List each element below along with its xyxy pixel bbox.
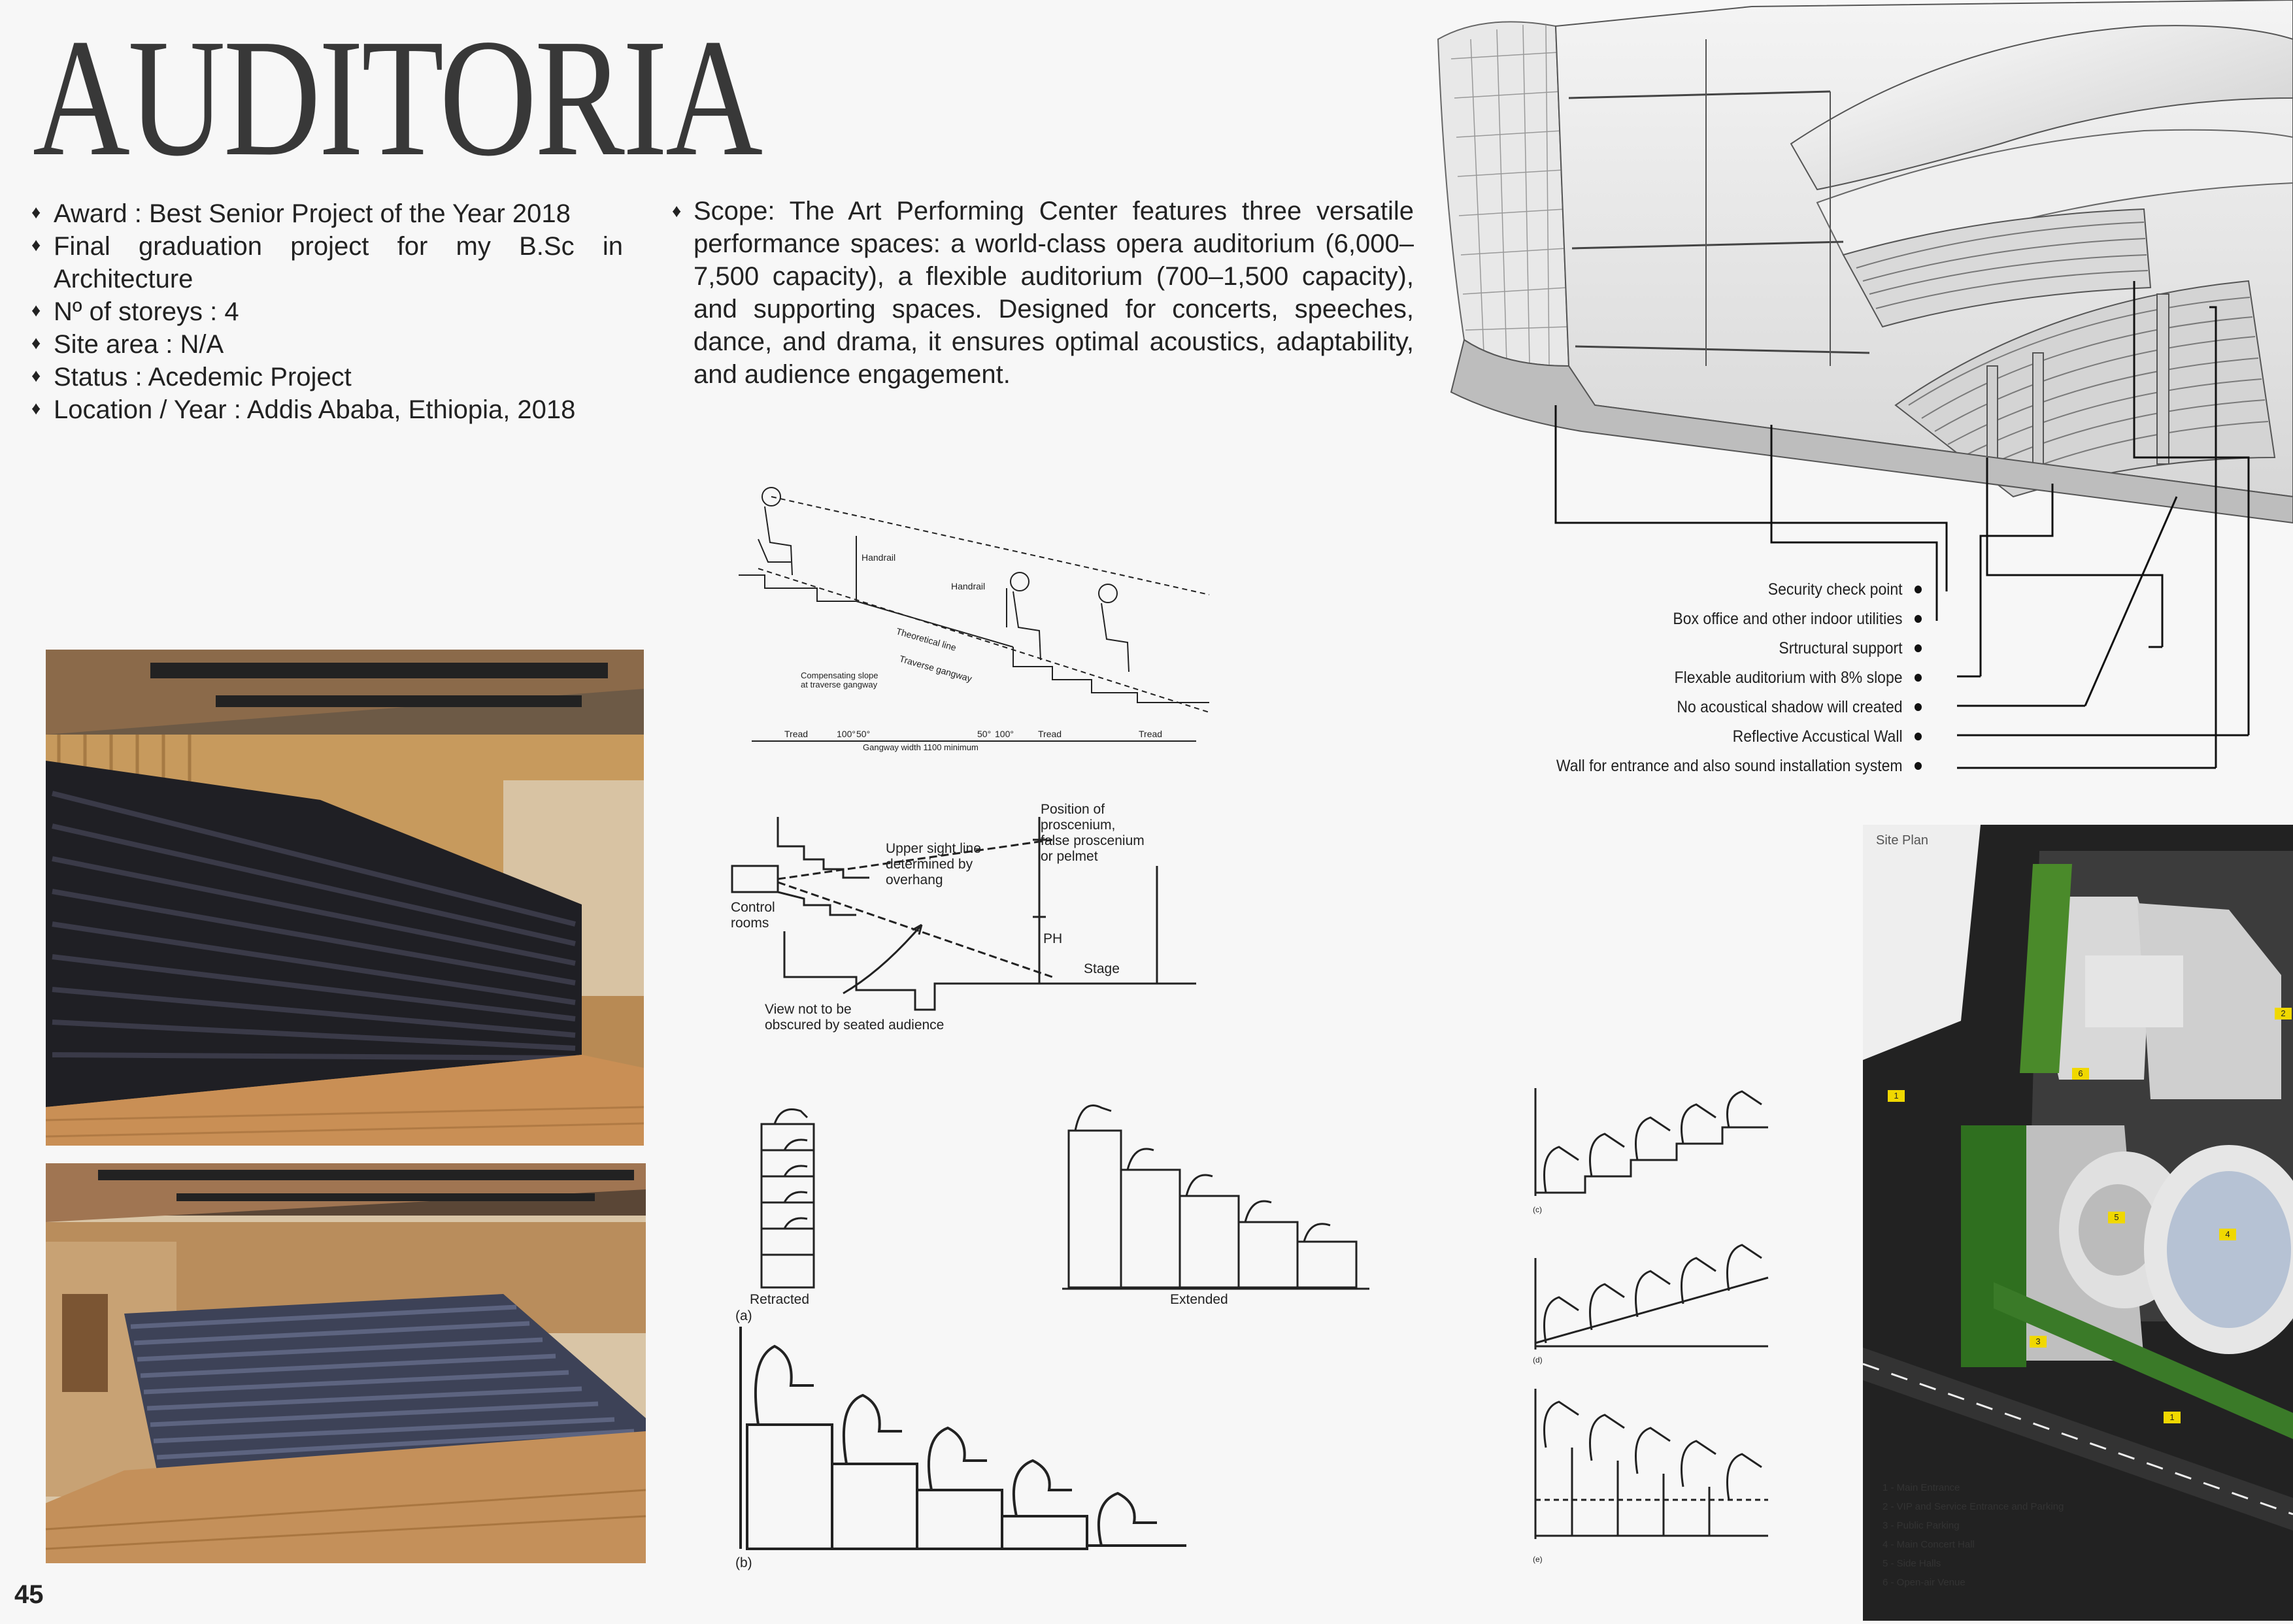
site-key-item: 5 - Side Halls	[1883, 1558, 1941, 1569]
scope-paragraph	[672, 195, 1414, 391]
overhang-label-ph: PH	[1043, 931, 1063, 946]
project-info-list	[31, 197, 623, 426]
diamond-bullet-icon: ♦	[31, 300, 41, 320]
legend-item: Reflective Accustical Wall	[1537, 722, 1922, 752]
telescopic-label-a: (a)	[735, 1308, 752, 1323]
overhang-label-view: obscured by seated audience	[765, 1018, 945, 1033]
site-marker: 3	[2030, 1336, 2047, 1348]
legend-item: No acoustical shadow will created	[1537, 693, 1922, 722]
sightline-label-compensating-slope: Compensating slope	[801, 671, 879, 680]
site-plan-title: Site Plan	[1876, 833, 1929, 848]
sightline-label-traverse-gangway: Traverse gangway	[898, 653, 973, 684]
extended-seating-photo	[46, 1163, 646, 1563]
sightline-label-dimension: 100°	[995, 729, 1014, 739]
diamond-bullet-icon: ♦	[31, 333, 41, 353]
sightline-label-compensating-slope: at traverse gangway	[801, 680, 878, 689]
overhang-label-upper-sight-line: overhang	[886, 872, 943, 887]
telescopic-seating-diagram-a	[735, 1085, 1389, 1323]
overhang-sightline-diagram	[726, 801, 1196, 1036]
sightline-label-handrail: Handrail	[862, 552, 896, 563]
site-key-item: 3 - Public Parking	[1883, 1520, 1960, 1531]
telescopic-seating-diagrams-cde	[1533, 1082, 1781, 1572]
site-marker: 1	[2164, 1412, 2181, 1423]
overhang-label-upper-sight-line: Upper sight line	[886, 841, 981, 856]
site-key-item: 4 - Main Concert Hall	[1883, 1539, 1975, 1550]
sightline-label-gangway-width: Gangway width 1100 minimum	[863, 742, 979, 752]
site-marker: 4	[2219, 1229, 2236, 1240]
legend-item: Box office and other indoor utilities	[1537, 605, 1922, 634]
sightline-label-handrail: Handrail	[951, 581, 986, 591]
site-marker: 5	[2108, 1212, 2125, 1223]
diamond-bullet-icon: ♦	[31, 235, 41, 255]
telescopic-label-extended: Extended	[1170, 1292, 1228, 1307]
telescopic-label-b: (b)	[735, 1555, 752, 1570]
legend-item: Wall for entrance and also sound installation system	[1537, 752, 1922, 781]
diamond-bullet-icon: ♦	[31, 365, 41, 386]
telescopic-label-retracted: Retracted	[750, 1292, 810, 1307]
sightline-label-tread: Tread	[784, 729, 809, 739]
info-status: ♦ Status : Acedemic Project	[31, 361, 623, 393]
overhang-label-proscenium: or pelmet	[1041, 849, 1098, 864]
site-key-item: 2 - VIP and Service Entrance and Parking	[1883, 1501, 2064, 1512]
overhang-label-proscenium: false proscenium	[1041, 833, 1145, 848]
overhang-label-view: View not to be	[765, 1002, 852, 1017]
info-graduation: ♦ Final graduation project for my B.Sc in Architecture	[31, 230, 623, 295]
diamond-bullet-icon: ♦	[672, 201, 682, 221]
legend-item: Security check point	[1537, 575, 1922, 605]
site-marker: 1	[1888, 1090, 1905, 1102]
info-location-year: ♦ Location / Year : Addis Ababa, Ethiopia, 2018	[31, 393, 623, 426]
site-key-item: 6 - Open-air Venue	[1883, 1577, 1966, 1588]
telescopic-label-e: (e)	[1533, 1555, 1543, 1564]
diamond-bullet-icon: ♦	[31, 202, 41, 222]
overhang-label-control-rooms: rooms	[731, 916, 769, 931]
section-legend	[1503, 575, 1922, 781]
overhang-label-proscenium: Position of	[1041, 802, 1105, 817]
overhang-label-proscenium: proscenium,	[1041, 818, 1116, 833]
site-key-item: 1 - Main Entrance	[1883, 1482, 1960, 1493]
site-plan-key-list	[1883, 1478, 2157, 1592]
sightline-label-theoretical-line: Theoretical line	[895, 625, 958, 654]
diamond-bullet-icon: ♦	[31, 398, 41, 418]
info-award: ♦ Award : Best Senior Project of the Year 2018	[31, 197, 623, 230]
legend-item: Flexable auditorium with 8% slope	[1537, 663, 1922, 693]
site-marker: 6	[2072, 1068, 2089, 1080]
scope-text: Scope: The Art Performing Center features three versatile performance spaces: a world-class opera auditorium (6,000–7,500 capacity), a flexible auditorium (700–1,500 capacity), and supporting spaces. Designed for concerts, speeches, dance, and drama, it ensures optimal acoustics, adaptability, and audience engagement.	[694, 197, 1414, 389]
site-marker: 2	[2275, 1008, 2292, 1019]
page-title: AUDITORIA	[33, 4, 761, 191]
sightline-section-diagram	[739, 477, 1209, 752]
overhang-label-control-rooms: Control	[731, 900, 775, 915]
telescopic-label-d: (d)	[1533, 1355, 1543, 1365]
page-number: 45	[14, 1580, 44, 1609]
retracted-seating-photo	[46, 650, 644, 1146]
sightline-label-dimension: 50°	[977, 729, 992, 739]
info-site-area: ♦ Site area : N/A	[31, 328, 623, 361]
sightline-label-tread: Tread	[1139, 729, 1163, 739]
sightline-label-tread: Tread	[1038, 729, 1062, 739]
sightline-label-dimension: 50°	[856, 729, 871, 739]
overhang-label-upper-sight-line: determined by	[886, 857, 973, 872]
legend-item: Srtructural support	[1537, 634, 1922, 663]
telescopic-label-c: (c)	[1533, 1205, 1542, 1214]
sightline-label-dimension: 100°	[837, 729, 856, 739]
overhang-label-stage: Stage	[1084, 961, 1120, 976]
telescopic-seating-diagram-b	[735, 1320, 1193, 1568]
info-storeys: ♦ Nº of storeys : 4	[31, 295, 623, 328]
